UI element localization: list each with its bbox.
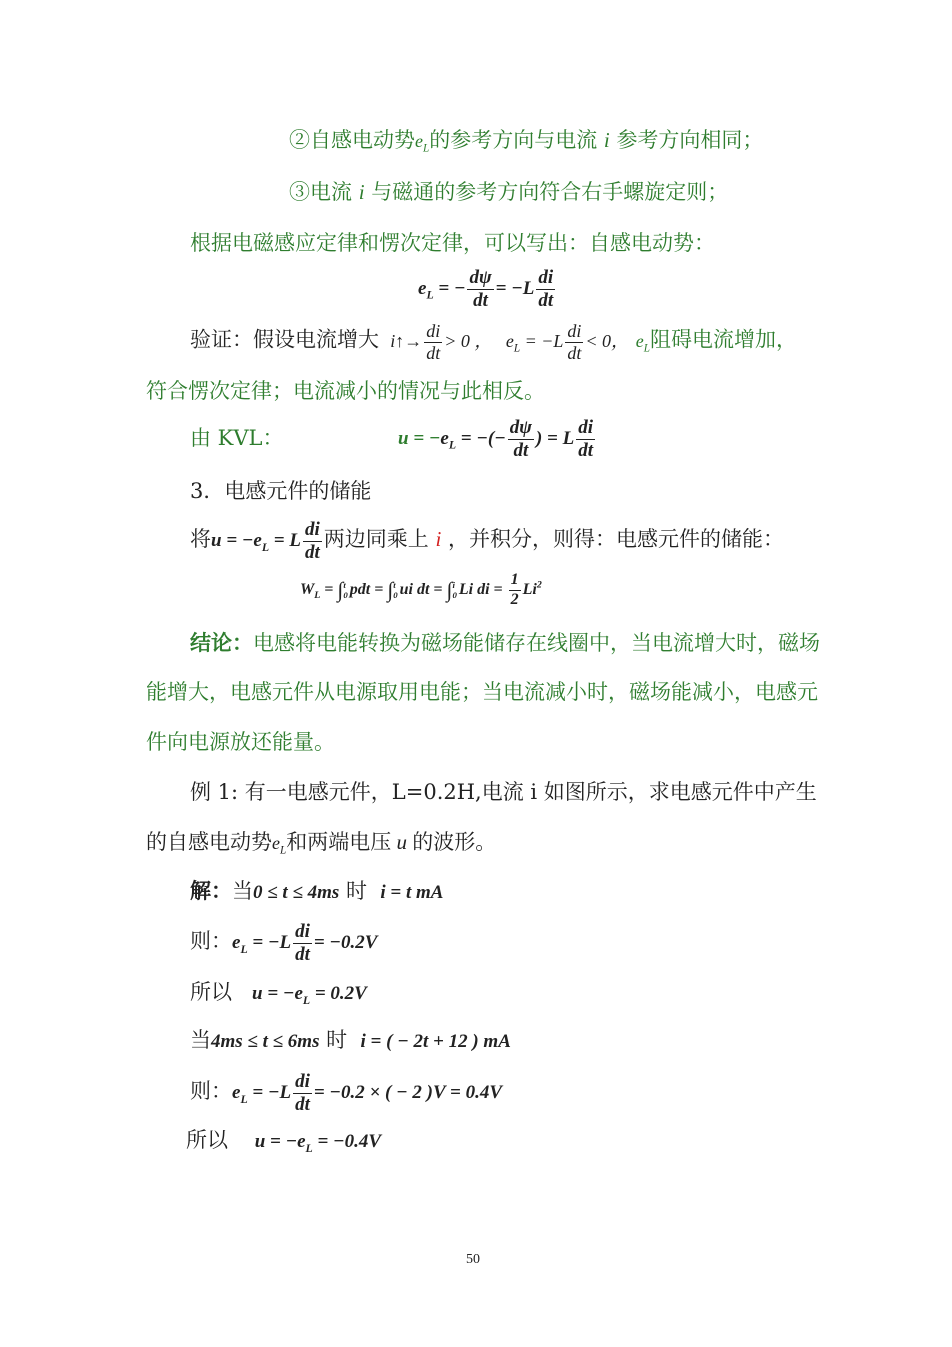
text: ②自感电动势 xyxy=(289,128,415,152)
numerator: di xyxy=(538,267,554,288)
example-line2: 的自感电动势$e_L$和两端电压 u 的波形。 xyxy=(146,830,497,857)
result: = −0.2V xyxy=(313,931,378,953)
solution-line4 xyxy=(190,1030,511,1051)
var-e: e xyxy=(418,277,427,299)
value: = 0.2V xyxy=(314,983,367,1004)
text: 时 xyxy=(326,1028,348,1052)
value: = −0.4V xyxy=(317,1131,381,1152)
formula-increase: i↑→ $\frac{di}{dt}$ > 0 ， $e_L = -L$ $\frac{di}{dt}$ < 0， xyxy=(385,321,630,363)
text: 和两端电压 xyxy=(286,830,392,854)
text: 阻碍电流增加， xyxy=(649,327,797,352)
sub-L: L xyxy=(426,288,434,302)
solution-line2: 则：$e_L = -L$ $\frac{di}{dt}$ = −0.2V xyxy=(190,921,378,965)
text: 验证：假设电流增大 xyxy=(190,327,379,352)
text: 所以 xyxy=(190,980,232,1004)
text: 时 xyxy=(346,879,367,903)
current: i = t mA xyxy=(380,882,444,903)
text: 根据电磁感应定律和愣次定律，可以写出：自感电动势： xyxy=(190,231,715,255)
section-heading-energy xyxy=(190,481,371,502)
solution-line3: 所以 $u = -e_L = 0.2V$ xyxy=(190,980,367,1007)
text: 例 1: 有一电感元件，L=0.2H,电流 i 如图所示，求电感元件中产生 xyxy=(190,780,817,804)
text: 的自感电动势 xyxy=(146,830,272,854)
text: 3．电感元件的储能 xyxy=(190,479,372,503)
line-kvl xyxy=(190,428,283,449)
sub-L: L xyxy=(314,590,321,602)
text: 所以 xyxy=(186,1128,228,1152)
text: 与磁通的参考方向符合右手螺旋定则； xyxy=(371,180,729,204)
line-lenz-conclusion xyxy=(146,381,545,402)
var-i: i xyxy=(435,526,442,551)
paragraph-conclusion-line1 xyxy=(190,632,820,654)
var-i: i xyxy=(603,128,610,152)
denominator: dt xyxy=(473,289,488,311)
solution-line6: 所以 $u = -e_L = -0.4V$ xyxy=(186,1128,381,1155)
equation-kvl: $u = -e_L$ = −(− $\frac{d\psi}{dt}$ ) = L $\frac{di}{dt}$ xyxy=(398,417,593,461)
text: 件向电源放还能量。 xyxy=(146,730,335,754)
fraction xyxy=(536,268,555,311)
text: 的波形。 xyxy=(412,830,497,854)
var-W: W xyxy=(300,580,315,598)
page-number: 50 xyxy=(466,1252,480,1267)
text: 符合愣次定律；电流减小的情况与此相反。 xyxy=(146,379,545,403)
example-line1 xyxy=(190,782,817,803)
text: 将 xyxy=(190,526,211,551)
text: 两边同乘上 xyxy=(323,526,429,551)
text: 能增大，电感元件从电源取用电能；当电流减小时，磁场能减小，电感元 xyxy=(146,680,818,704)
paragraph-conclusion-line3 xyxy=(146,732,335,753)
condition: 4ms ≤ t ≤ 6ms xyxy=(211,1031,320,1052)
text: 电感将电能转换为磁场能储存在线圈中，当电流增大时，磁场 xyxy=(253,631,820,655)
equation-self-emf: $e_L$ = − $\frac{d\psi}{dt}$ = −L $\frac{di}{dt}$ xyxy=(418,267,554,311)
var-e: e xyxy=(415,131,423,151)
numerator: dψ xyxy=(469,267,492,288)
text: ，并积分，则得：电感元件的储能： xyxy=(447,526,784,551)
line-verification: 验证：假设电流增大 i↑→ $\frac{di}{dt}$ > 0 ， $e_L = -L$ $\frac{di}{dt}$ < 0， $e_L$阻碍电流增加， xyxy=(190,321,797,363)
text: 则： xyxy=(190,1078,232,1103)
var-i: i xyxy=(358,180,365,204)
text-bold: 解： xyxy=(190,878,232,903)
line-right-hand-rule xyxy=(289,182,728,203)
fraction xyxy=(467,268,493,311)
equation-energy: $W_L$ = ∫ t 0 pdt = ∫ t 0 ui dt = ∫ i 0 Li di = $\frac{1}{2}$ Li$^2$ xyxy=(300,571,542,608)
paragraph-conclusion-line2 xyxy=(146,682,818,703)
line-multiply: 将$u = -e_L = L$ $\frac{di}{dt}$ 两边同乘上 i ，并积分，则得：电感元件的储能： xyxy=(190,519,784,563)
text-bold: 结论： xyxy=(190,630,253,655)
text: 则： xyxy=(190,928,232,953)
current: i = ( − 2t + 12 ) mA xyxy=(360,1031,511,1052)
solution-line5: 则：$e_L = -L$ $\frac{di}{dt}$ = −0.2 × ( − 2 )V = 0.4V xyxy=(190,1071,503,1115)
denominator: dt xyxy=(538,289,554,311)
line-self-emf-direction xyxy=(289,130,763,155)
text: 由 KVL： xyxy=(190,426,284,450)
voltage: u = −e xyxy=(252,983,303,1004)
text: 参考方向相同； xyxy=(616,128,764,152)
sub-L: L xyxy=(423,142,430,155)
solution-line1 xyxy=(190,880,443,902)
text: 的参考方向与电流 xyxy=(429,128,598,152)
text: 当 xyxy=(190,1028,211,1052)
condition: 0 ≤ t ≤ 4ms xyxy=(253,882,340,903)
line-law-intro xyxy=(190,233,715,254)
result: = −0.2 × ( − 2 )V = 0.4V xyxy=(313,1081,503,1103)
text: ③电流 xyxy=(289,180,352,204)
text: 当 xyxy=(232,879,253,903)
